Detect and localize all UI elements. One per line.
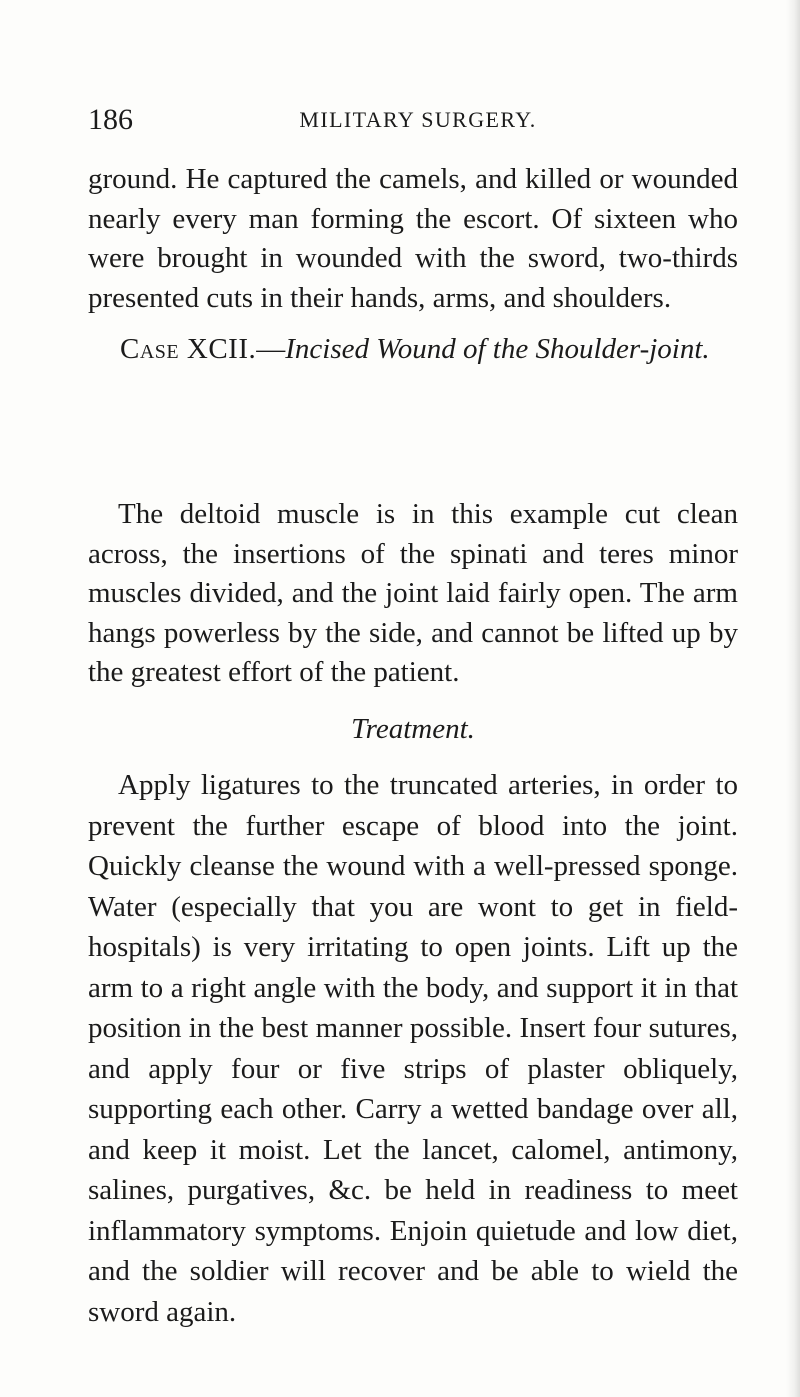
page-edge-shadow bbox=[786, 0, 800, 1397]
case-label: Case XCII. bbox=[120, 333, 257, 365]
treatment-paragraph: Apply ligatures to the truncated arteries, in order to prevent the further escape of blood into the joint. Quickly cleanse the wound with a well-pressed sponge. Water (especially that you are wont to get in field-hospitals) is very irritating to open joints. Lift up the arm to a right angle with the body, and support it in that position in the best manner possible. Insert four sutures, and apply four or five strips of plaster obliquely, supporting each other. Carry a wetted bandage over all, and keep it moist. Let the lancet, calomel, antimony, salines, purgatives, &c. be held in readiness to meet inflammatory symptoms. Enjoin quietude and low diet, and the soldier will recover and be able to wield the sword again. bbox=[88, 769, 738, 1328]
case-dash: — bbox=[256, 333, 286, 365]
description-paragraph: The deltoid muscle is in this example cut clean across, the insertions of the spinati and teres minor muscles divided, and the joint laid fairly open. The arm hangs powerless by the side, and cannot be lifted up by the greatest effort of the patient. bbox=[88, 498, 738, 688]
page-header bbox=[88, 100, 738, 140]
running-title: MILITARY SURGERY. bbox=[299, 107, 537, 132]
treatment-heading: Treatment. bbox=[351, 713, 475, 745]
page-number: 186 bbox=[88, 103, 133, 136]
case-heading bbox=[120, 329, 740, 369]
case-title: Incised Wound of the Shoulder-joint. bbox=[285, 333, 710, 365]
intro-paragraph: ground. He captured the camels, and killed or wounded nearly every man forming the escort. Of sixteen who were brought in wounded with the sword, two-thirds presented cuts in their hands, arms, and shoulders. bbox=[88, 163, 738, 314]
